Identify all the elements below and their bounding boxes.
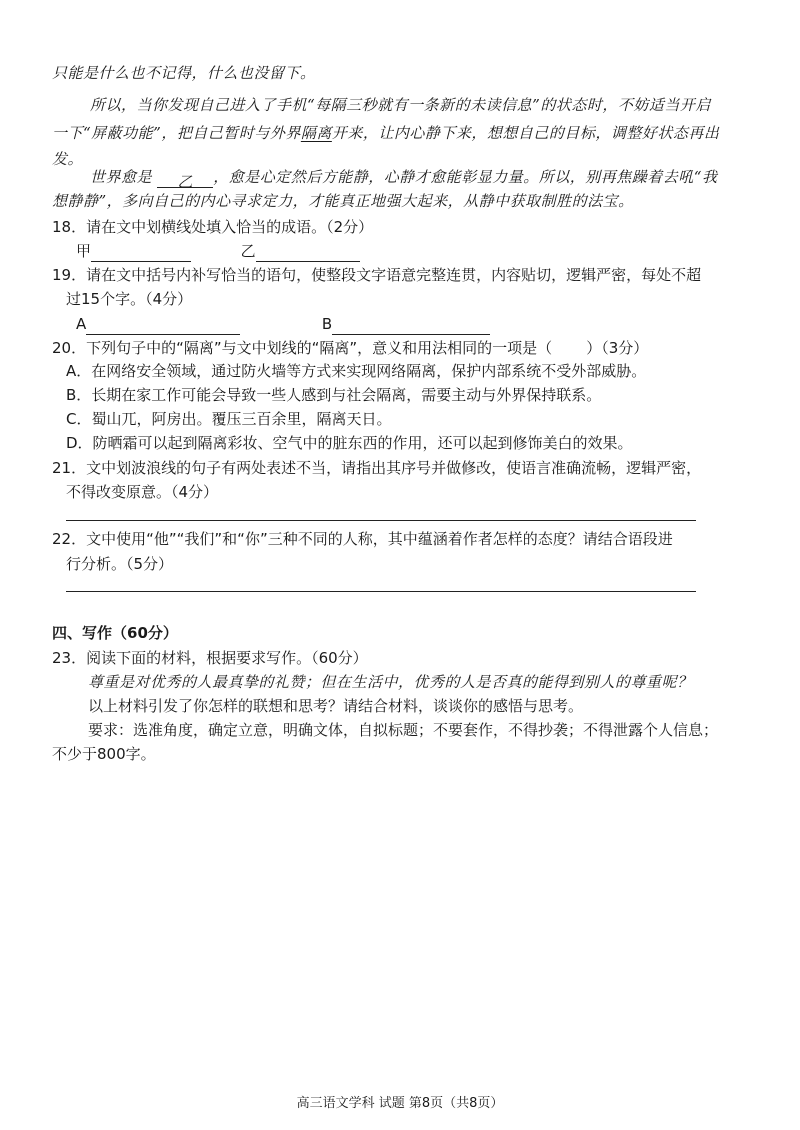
q19-blank-b[interactable]: [332, 318, 490, 335]
q21-stem-line2: 不得改变原意。（4分）: [66, 483, 219, 501]
passage-para3-pre: 世界愈是: [90, 168, 153, 186]
q20-stem-pre: 20．下列句子中的“隔离”与文中划线的“隔离”，意义和用法相同的一项是（: [52, 339, 553, 357]
q19-label-b: B: [321, 315, 333, 333]
passage-para3-post: ，愈是心定然后方能静，心静才愈能彰显力量。所以，别再焦躁着去吼“我: [213, 168, 718, 186]
q22-answer-line[interactable]: [66, 591, 696, 592]
passage-para2-pre: 一下“屏蔽功能”，把自己暂时与外界: [52, 124, 301, 142]
q19-stem-line1: 19．请在文中括号内补写恰当的语句，使整段文字语意完整连贯，内容贴切，逻辑严密，每处不超: [52, 266, 702, 284]
q21-answer-line[interactable]: [66, 520, 696, 521]
q22-stem-line1: 22．文中使用“他”“我们”和“你”三种不同的人称，其中蕴涵着作者怎样的态度？请结合语段进: [52, 530, 673, 548]
passage-para2-line1: 所以，当你发现自己进入了手机“每隔三秒就有一条新的未读信息”的状态时，不妨适当开启: [90, 96, 711, 114]
q20-option-d: D．防晒霜可以起到隔离彩妆、空气中的脏东西的作用，还可以起到修饰美白的效果。: [66, 434, 633, 452]
passage-line-1: 只能是什么也不记得，什么也没留下。: [52, 64, 316, 82]
passage-para2-line3: 发。: [52, 150, 84, 168]
passage-para2-post: 开来，让内心静下来，想想自己的目标，调整好状态再出: [331, 124, 720, 142]
q19-blank-a[interactable]: [86, 318, 240, 335]
q20-option-b: B．长期在家工作可能会导致一些人感到与社会隔离，需要主动与外界保持联系。: [66, 386, 602, 404]
q18-stem: 18．请在文中划横线处填入恰当的成语。（2分）: [52, 218, 374, 236]
q18-blank-jia[interactable]: [91, 245, 191, 262]
passage-para2-line2: [52, 122, 719, 144]
q19-stem-line2: 过15个字。（4分）: [66, 290, 193, 308]
underlined-word-geli: 隔离: [300, 124, 332, 142]
q23-requirements-line1: 要求：选准角度，确定立意，明确文体，自拟标题；不要套作，不得抄袭；不得泄露个人信息；: [88, 721, 719, 739]
q20-option-a: A．在网络安全领域，通过防火墙等方式来实现网络隔离，保护内部系统不受外部威胁。: [66, 362, 647, 380]
blank-yi-label: 乙: [177, 173, 194, 191]
q22-stem-line2: 行分析。（5分）: [66, 555, 174, 573]
q19-answer-row: [76, 313, 490, 335]
q18-label-jia: 甲: [76, 242, 92, 260]
page-footer: 高三语文学科 试题 第8页（共8页）: [296, 1096, 504, 1111]
q23-stem: 23．阅读下面的材料，根据要求写作。（60分）: [52, 649, 368, 667]
passage-para3-line2: 想静静”，多向自己的内心寻求定力，才能真正地强大起来，从静中获取制胜的法宝。: [52, 192, 634, 210]
q23-material: 尊重是对优秀的人最真挚的礼赞；但在生活中，优秀的人是否真的能得到别人的尊重呢？: [88, 673, 693, 691]
section-writing-heading: 四、写作（60分）: [52, 624, 178, 642]
q18-blank-yi[interactable]: [256, 245, 360, 262]
q18-label-yi: 乙: [240, 242, 256, 260]
q20-stem: [52, 337, 648, 359]
q19-label-a: A: [76, 315, 87, 333]
q20-option-c: C．蜀山兀，阿房出。覆压三百余里，隔离天日。: [66, 410, 392, 428]
q23-prompt: 以上材料引发了你怎样的联想和思考？请结合材料，谈谈你的感悟与思考。: [88, 697, 584, 715]
q23-requirements-line2: 不少于800字。: [52, 745, 156, 763]
passage-para3-line1: [90, 166, 718, 191]
q20-stem-post: ）（3分）: [586, 339, 649, 357]
blank-yi[interactable]: [157, 171, 213, 191]
q18-answer-row: [76, 240, 360, 262]
q21-stem-line1: 21．文中划波浪线的句子有两处表述不当，请指出其序号并做修改，使语言准确流畅，逻辑严密，: [52, 459, 702, 477]
